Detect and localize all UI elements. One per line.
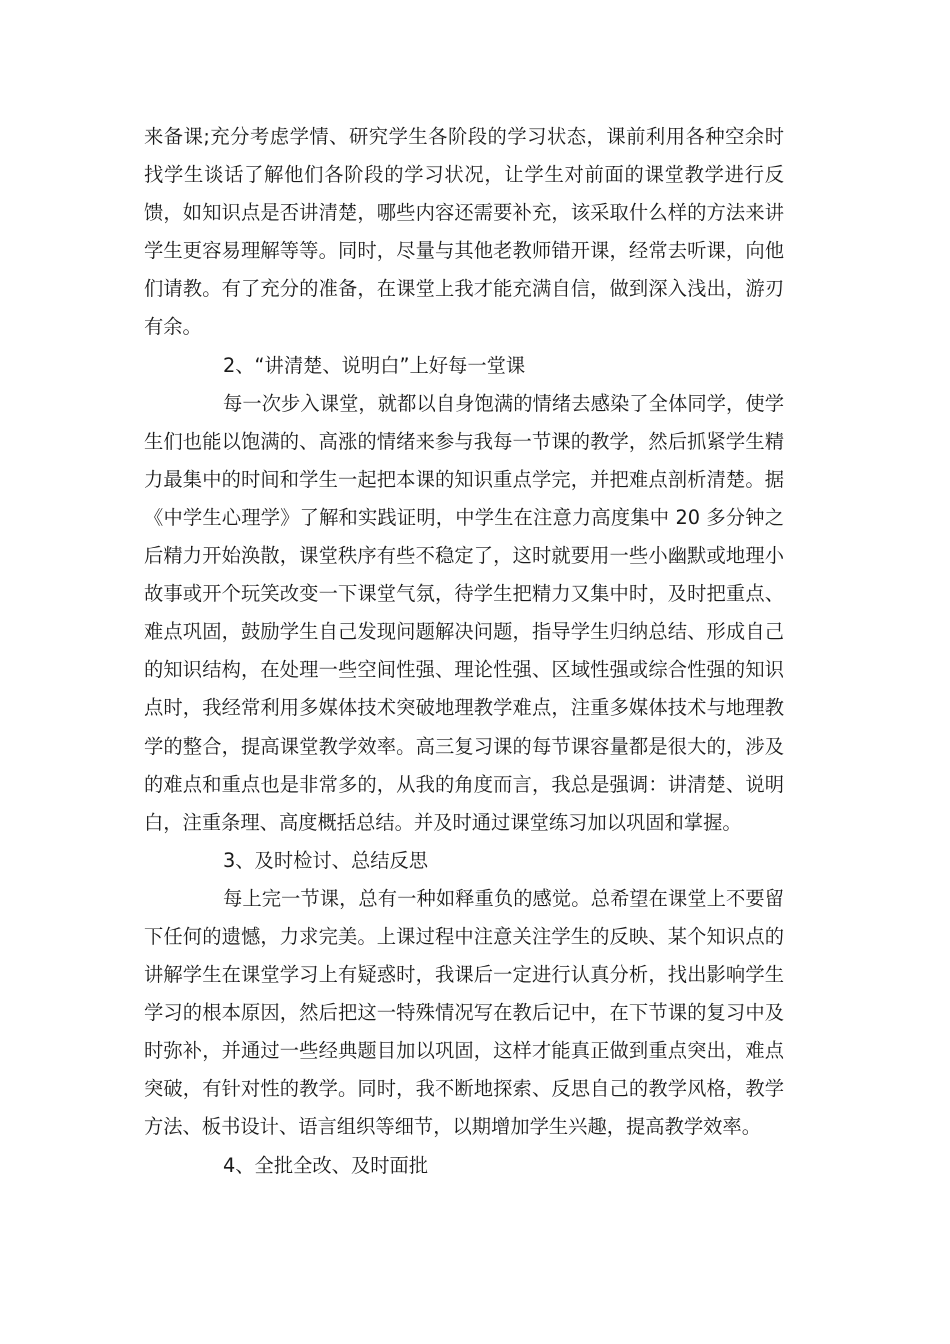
paragraph-line: 故事或开个玩笑改变一下课堂气氛，待学生把精力又集中时，及时把重点、 xyxy=(144,582,784,606)
paragraph-line: 们请教。有了充分的准备，在课堂上我才能充满自信，做到深入浅出，游刃 xyxy=(144,277,784,301)
paragraph-line: 找学生谈话了解他们各阶段的学习状况，让学生对前面的课堂教学进行反 xyxy=(144,163,784,187)
paragraph-3 xyxy=(144,880,784,1147)
paragraph-line: 生们也能以饱满的、高涨的情绪来参与我每一节课的教学，然后抓紧学生精 xyxy=(144,429,784,453)
paragraph-line: 时弥补，并通过一些经典题目加以巩固，这样才能真正做到重点突出，难点 xyxy=(144,1039,784,1063)
paragraph-line: 有余。 xyxy=(144,315,202,339)
paragraph-line: 下任何的遗憾，力求完美。上课过程中注意关注学生的反映、某个知识点的 xyxy=(144,924,784,948)
paragraph-1 xyxy=(144,118,784,347)
paragraph-line: 的难点和重点也是非常多的，从我的角度而言，我总是强调：讲清楚、说明 xyxy=(144,772,784,796)
paragraph-line: 力最集中的时间和学生一起把本课的知识重点学完，并把难点剖析清楚。据 xyxy=(144,467,784,491)
section-heading-3: 3、及时检讨、总结反思 xyxy=(223,848,429,872)
paragraph-line: 学生更容易理解等等。同时，尽量与其他老教师错开课，经常去听课，向他 xyxy=(144,239,784,263)
paragraph-line: 的知识结构，在处理一些空间性强、理论性强、区域性强或综合性强的知识 xyxy=(144,658,784,682)
paragraph-line: 《中学生心理学》了解和实践证明，中学生在注意力高度集中 20 多分钟之 xyxy=(144,505,784,529)
paragraph-line: 来备课;充分考虑学情、研究学生各阶段的学习状态，课前利用各种空余时 xyxy=(144,125,784,148)
paragraph-2 xyxy=(144,385,784,842)
paragraph-line: 每一次步入课堂，就都以自身饱满的情绪去感染了全体同学，使学 xyxy=(223,391,784,415)
paragraph-line: 馈，如知识点是否讲清楚，哪些内容还需要补充，该采取什么样的方法来讲 xyxy=(144,201,784,225)
document-body xyxy=(144,118,784,1185)
paragraph-line: 难点巩固，鼓励学生自己发现问题解决问题，指导学生归纳总结、形成自己 xyxy=(144,620,784,644)
paragraph-line: 白，注重条理、高度概括总结。并及时通过课堂练习加以巩固和掌握。 xyxy=(144,810,742,834)
paragraph-line: 突破，有针对性的教学。同时，我不断地探索、反思自己的教学风格，教学 xyxy=(144,1077,784,1101)
section-heading-2: 2、“讲清楚、说明白”上好每一堂课 xyxy=(223,353,526,377)
paragraph-line: 讲解学生在课堂学习上有疑惑时，我课后一定进行认真分析，找出影响学生 xyxy=(144,963,784,987)
section-heading-4: 4、全批全改、及时面批 xyxy=(223,1153,429,1177)
paragraph-line: 学习的根本原因，然后把这一特殊情况写在教后记中，在下节课的复习中及 xyxy=(144,1001,784,1025)
paragraph-line: 每上完一节课，总有一种如释重负的感觉。总希望在课堂上不要留 xyxy=(223,886,784,910)
paragraph-line: 方法、板书设计、语言组织等细节，以期增加学生兴趣，提高教学效率。 xyxy=(144,1115,761,1139)
paragraph-line: 后精力开始涣散，课堂秩序有些不稳定了，这时就要用一些小幽默或地理小 xyxy=(144,544,784,568)
paragraph-line: 学的整合，提高课堂教学效率。高三复习课的每节课容量都是很大的，涉及 xyxy=(144,734,784,758)
paragraph-line: 点时，我经常利用多媒体技术突破地理教学难点，注重多媒体技术与地理教 xyxy=(144,696,784,720)
